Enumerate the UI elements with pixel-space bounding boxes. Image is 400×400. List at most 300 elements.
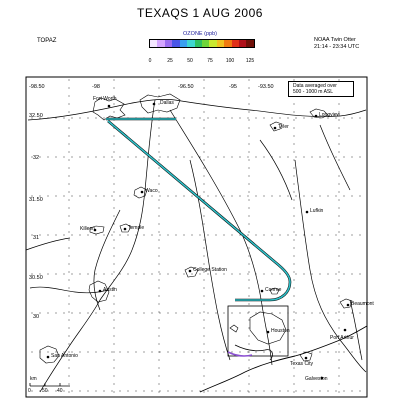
graticule-dot <box>69 168 70 169</box>
graticule-dot <box>264 391 265 392</box>
graticule-dot <box>328 391 329 392</box>
graticule-dot <box>352 274 353 275</box>
graticule-dot <box>240 157 241 158</box>
graticule-dot <box>352 352 353 353</box>
graticule-dot <box>204 312 205 313</box>
graticule-dot <box>339 224 340 225</box>
graticule-dot <box>72 391 73 392</box>
graticule-dot <box>294 392 295 393</box>
graticule-dot <box>114 80 115 81</box>
graticule-dot <box>304 196 305 197</box>
latitude-label: 31.50 <box>29 197 43 203</box>
graticule-dot <box>159 208 160 209</box>
graticule-dot <box>336 313 337 314</box>
graticule-dot <box>339 176 340 177</box>
graticule-dot <box>294 160 295 161</box>
graticule-dot <box>69 232 70 233</box>
graticule-dot <box>160 352 161 353</box>
graticule-dot <box>200 235 201 236</box>
graticule-dot <box>339 248 340 249</box>
graticule-dot <box>114 256 115 257</box>
graticule-dot <box>336 391 337 392</box>
graticule-dot <box>344 118 345 119</box>
graticule-dot <box>192 274 193 275</box>
graticule-dot <box>176 391 177 392</box>
graticule-dot <box>249 192 250 193</box>
graticule-dot <box>204 136 205 137</box>
graticule-dot <box>264 118 265 119</box>
graticule-dot <box>192 313 193 314</box>
graticule-dot <box>69 96 70 97</box>
graticule-dot <box>200 352 201 353</box>
graticule-dot <box>204 336 205 337</box>
graticule-dot <box>312 118 313 119</box>
graticule-dot <box>159 360 160 361</box>
graticule-dot <box>294 288 295 289</box>
graticule-dot <box>344 274 345 275</box>
graticule-dot <box>136 274 137 275</box>
graticule-dot <box>280 157 281 158</box>
graticule-dot <box>256 196 257 197</box>
graticule-dot <box>114 392 115 393</box>
graticule-dot <box>249 344 250 345</box>
graticule-dot <box>249 96 250 97</box>
graticule-dot <box>184 196 185 197</box>
graticule-dot <box>120 157 121 158</box>
graticule-dot <box>204 240 205 241</box>
graticule-dot <box>88 196 89 197</box>
graticule-dot <box>208 118 209 119</box>
graticule-dot <box>159 272 160 273</box>
graticule-dot <box>88 157 89 158</box>
graticule-dot <box>280 274 281 275</box>
graticule-dot <box>32 352 33 353</box>
graticule-dot <box>304 274 305 275</box>
graticule-dot <box>88 274 89 275</box>
graticule-dot <box>114 248 115 249</box>
graticule-dot <box>159 312 160 313</box>
graticule-dot <box>294 240 295 241</box>
graticule-dot <box>339 368 340 369</box>
graticule-dot <box>294 176 295 177</box>
graticule-dot <box>249 184 250 185</box>
graticule-dot <box>294 136 295 137</box>
graticule-dot <box>204 344 205 345</box>
graticule-dot <box>272 391 273 392</box>
latitude-label: 32.50 <box>29 113 43 119</box>
graticule-dot <box>69 216 70 217</box>
graticule-dot <box>296 391 297 392</box>
graticule-dot <box>296 352 297 353</box>
graticule-dot <box>339 240 340 241</box>
graticule-dot <box>144 157 145 158</box>
graticule-dot <box>294 272 295 273</box>
graticule-dot <box>249 208 250 209</box>
graticule-dot <box>339 384 340 385</box>
graticule-dot <box>249 368 250 369</box>
graticule-dot <box>88 118 89 119</box>
graticule-dot <box>296 313 297 314</box>
graticule-dot <box>104 157 105 158</box>
graticule-dot <box>184 235 185 236</box>
graticule-dot <box>339 288 340 289</box>
graticule-dot <box>280 391 281 392</box>
graticule-dot <box>216 391 217 392</box>
graticule-dot <box>88 352 89 353</box>
graticule-dot <box>294 304 295 305</box>
graticule-dot <box>249 320 250 321</box>
graticule-dot <box>339 312 340 313</box>
graticule-dot <box>159 280 160 281</box>
graticule-dot <box>168 274 169 275</box>
graticule-dot <box>248 391 249 392</box>
graticule-dot <box>204 184 205 185</box>
graticule-dot <box>69 120 70 121</box>
graticule-dot <box>249 200 250 201</box>
graticule-dot <box>232 352 233 353</box>
graticule-dot <box>80 352 81 353</box>
graticule-dot <box>344 391 345 392</box>
graticule-dot <box>256 118 257 119</box>
graticule-dot <box>272 235 273 236</box>
graticule-dot <box>294 248 295 249</box>
graticule-dot <box>176 313 177 314</box>
graticule-dot <box>344 313 345 314</box>
city-label: College Station <box>193 267 227 273</box>
graticule-dot <box>304 391 305 392</box>
graticule-dot <box>280 352 281 353</box>
graticule-dots <box>32 80 361 393</box>
graticule-dot <box>204 392 205 393</box>
graticule-dot <box>248 313 249 314</box>
graticule-dot <box>249 120 250 121</box>
graticule-dot <box>280 118 281 119</box>
graticule-dot <box>184 157 185 158</box>
graticule-dot <box>136 235 137 236</box>
graticule-dot <box>128 274 129 275</box>
graticule-dot <box>320 352 321 353</box>
graticule-dot <box>216 313 217 314</box>
graticule-dot <box>69 384 70 385</box>
city-label: Longview <box>319 112 341 118</box>
graticule-dot <box>48 274 49 275</box>
graticule-dot <box>344 157 345 158</box>
graticule-dot <box>294 256 295 257</box>
graticule-dot <box>264 274 265 275</box>
graticule-dot <box>159 144 160 145</box>
graticule-dot <box>288 196 289 197</box>
graticule-dot <box>114 176 115 177</box>
graticule-dot <box>114 304 115 305</box>
graticule-dot <box>204 288 205 289</box>
graticule-dot <box>248 274 249 275</box>
graticule-dot <box>204 264 205 265</box>
graticule-dot <box>128 196 129 197</box>
colorbar-tick: 50 <box>187 58 193 64</box>
graticule-dot <box>159 224 160 225</box>
graticule-dot <box>339 392 340 393</box>
graticule-dot <box>114 336 115 337</box>
graticule-dot <box>69 184 70 185</box>
graticule-dot <box>328 352 329 353</box>
graticule-dot <box>240 313 241 314</box>
graticule-dot <box>294 336 295 337</box>
graticule-dot <box>159 168 160 169</box>
graticule-dot <box>249 128 250 129</box>
graticule-dot <box>104 196 105 197</box>
graticule-dot <box>336 196 337 197</box>
graticule-dot <box>208 196 209 197</box>
graticule-dot <box>192 235 193 236</box>
graticule-dot <box>159 352 160 353</box>
graticule-dot <box>114 264 115 265</box>
graticule-dot <box>160 196 161 197</box>
graticule-dot <box>69 312 70 313</box>
graticule-dot <box>304 118 305 119</box>
graticule-dot <box>159 392 160 393</box>
graticule-dot <box>294 104 295 105</box>
graticule-dot <box>328 274 329 275</box>
graticule-dot <box>176 274 177 275</box>
graticule-dot <box>328 313 329 314</box>
graticule-dot <box>136 157 137 158</box>
graticule-dot <box>224 352 225 353</box>
graticule-dot <box>159 248 160 249</box>
graticule-dot <box>204 320 205 321</box>
graticule-dot <box>264 235 265 236</box>
graticule-dot <box>294 200 295 201</box>
graticule-dot <box>320 274 321 275</box>
graticule-dot <box>69 344 70 345</box>
graticule-dot <box>64 118 65 119</box>
graticule-dot <box>249 312 250 313</box>
city-label: Port Arthur <box>330 335 354 341</box>
graticule-dot <box>328 196 329 197</box>
graticule-dot <box>192 118 193 119</box>
graticule-dot <box>114 184 115 185</box>
graticule-dot <box>232 196 233 197</box>
graticule-dot <box>339 352 340 353</box>
graticule-dot <box>96 235 97 236</box>
graticule-dot <box>320 391 321 392</box>
graticule-dot <box>72 118 73 119</box>
graticule-dot <box>64 157 65 158</box>
aircraft-label: NOAA Twin Otter <box>314 37 356 43</box>
graticule-dot <box>40 313 41 314</box>
latitude-label: 30 <box>33 314 40 320</box>
graticule-dot <box>159 288 160 289</box>
graticule-dot <box>224 235 225 236</box>
graticule-dot <box>192 391 193 392</box>
graticule-dot <box>312 196 313 197</box>
graticule-dot <box>320 313 321 314</box>
graticule-dot <box>56 157 57 158</box>
graticule-dot <box>114 328 115 329</box>
graticule-dot <box>240 235 241 236</box>
graticule-dot <box>56 196 57 197</box>
longitude-label: -98 <box>92 84 100 90</box>
graticule-dot <box>159 368 160 369</box>
graticule-dot <box>294 144 295 145</box>
graticule-dot <box>159 192 160 193</box>
graticule-dot <box>168 196 169 197</box>
graticule-dot <box>159 296 160 297</box>
graticule-dot <box>159 200 160 201</box>
graticule-dot <box>72 196 73 197</box>
graticule-dot <box>64 274 65 275</box>
graticule-dot <box>249 360 250 361</box>
graticule-dot <box>152 352 153 353</box>
graticule-dot <box>360 313 361 314</box>
graticule-dot <box>80 157 81 158</box>
longitude-label: -95 <box>229 84 237 90</box>
longitude-label: -96.50 <box>178 84 194 90</box>
graticule-dot <box>256 391 257 392</box>
graticule-dot <box>328 235 329 236</box>
graticule-dot <box>224 196 225 197</box>
city-label: Lufkin <box>310 208 324 214</box>
graticule-dot <box>336 157 337 158</box>
graticule-dot <box>294 296 295 297</box>
graticule-dot <box>159 136 160 137</box>
graticule-dot <box>32 391 33 392</box>
graticule-dot <box>264 196 265 197</box>
graticule-dot <box>80 313 81 314</box>
graticule-dot <box>88 391 89 392</box>
graticule-dot <box>294 184 295 185</box>
graticule-dot <box>114 312 115 313</box>
graticule-dot <box>296 157 297 158</box>
graticule-dot <box>69 192 70 193</box>
graticule-dot <box>294 216 295 217</box>
graticule-dot <box>80 274 81 275</box>
graticule-dot <box>69 80 70 81</box>
graticule-dot <box>120 313 121 314</box>
rivers-roads <box>26 99 366 392</box>
graticule-dot <box>159 376 160 377</box>
graticule-dot <box>176 196 177 197</box>
scale-tick: 50 <box>42 388 48 394</box>
graticule-dot <box>200 196 201 197</box>
graticule-dot <box>69 328 70 329</box>
graticule-dot <box>96 118 97 119</box>
city-label: Waco <box>145 188 158 194</box>
graticule-dot <box>159 344 160 345</box>
graticule-dot <box>159 320 160 321</box>
graticule-dot <box>249 168 250 169</box>
graticule-dot <box>328 157 329 158</box>
graticule-dot <box>160 235 161 236</box>
graticule-dot <box>96 157 97 158</box>
graticule-dot <box>294 168 295 169</box>
graticule-dot <box>360 157 361 158</box>
graticule-dot <box>339 272 340 273</box>
graticule-dot <box>144 391 145 392</box>
graticule-dot <box>249 160 250 161</box>
graticule-dot <box>312 313 313 314</box>
city-label: Fort Worth <box>93 96 117 102</box>
city-label: Houston <box>271 328 290 334</box>
graticule-dot <box>114 88 115 89</box>
graticule-dot <box>339 216 340 217</box>
graticule-dot <box>352 157 353 158</box>
graticule-dot <box>136 352 137 353</box>
graticule-dot <box>280 235 281 236</box>
latitude-label: 30.50 <box>29 275 43 281</box>
graticule-dot <box>176 352 177 353</box>
graticule-dot <box>240 274 241 275</box>
graticule-dot <box>256 352 257 353</box>
graticule-dot <box>69 112 70 113</box>
instrument-label: TOPAZ <box>37 38 57 44</box>
colorbar-tick: 100 <box>225 58 235 64</box>
city-label: Texas City <box>290 361 314 367</box>
graticule-dot <box>339 296 340 297</box>
graticule-dot <box>312 391 313 392</box>
graticule-dot <box>204 144 205 145</box>
graticule-dot <box>208 352 209 353</box>
graticule-dot <box>204 176 205 177</box>
graticule-dot <box>249 224 250 225</box>
graticule-dot <box>69 176 70 177</box>
graticule-dot <box>232 274 233 275</box>
graticule-dot <box>159 232 160 233</box>
legend-line: 500 - 1000 m ASL <box>293 89 334 95</box>
graticule-dot <box>249 288 250 289</box>
graticule-dot <box>288 235 289 236</box>
graticule-dot <box>159 80 160 81</box>
graticule-dot <box>352 118 353 119</box>
graticule-dot <box>114 216 115 217</box>
graticule-dot <box>294 376 295 377</box>
graticule-dot <box>204 360 205 361</box>
graticule-dot <box>152 274 153 275</box>
graticule-dot <box>208 313 209 314</box>
graticule-dot <box>249 232 250 233</box>
graticule-dot <box>204 152 205 153</box>
graticule-dot <box>294 232 295 233</box>
graticule-dot <box>144 352 145 353</box>
graticule-dot <box>232 157 233 158</box>
graticule-dot <box>339 200 340 201</box>
graticule-dot <box>112 196 113 197</box>
graticule-dot <box>294 368 295 369</box>
graticule-dot <box>159 328 160 329</box>
graticule-dot <box>114 240 115 241</box>
graticule-dot <box>336 274 337 275</box>
graticule-dot <box>360 274 361 275</box>
graticule-dot <box>360 196 361 197</box>
graticule-dot <box>256 157 257 158</box>
graticule-dot <box>160 391 161 392</box>
graticule-dot <box>249 304 250 305</box>
graticule-dot <box>159 384 160 385</box>
graticule-dot <box>64 196 65 197</box>
graticule-dot <box>114 384 115 385</box>
graticule-dot <box>128 313 129 314</box>
graticule-dot <box>88 235 89 236</box>
graticule-dot <box>96 274 97 275</box>
graticule-dot <box>64 313 65 314</box>
graticule-dot <box>352 196 353 197</box>
time-range-label: 21:14 - 23:34 UTC <box>314 44 360 50</box>
graticule-dot <box>296 118 297 119</box>
graticule-dot <box>160 157 161 158</box>
graticule-dot <box>208 235 209 236</box>
graticule-dot <box>114 200 115 201</box>
graticule-dot <box>160 313 161 314</box>
graticule-dot <box>112 352 113 353</box>
